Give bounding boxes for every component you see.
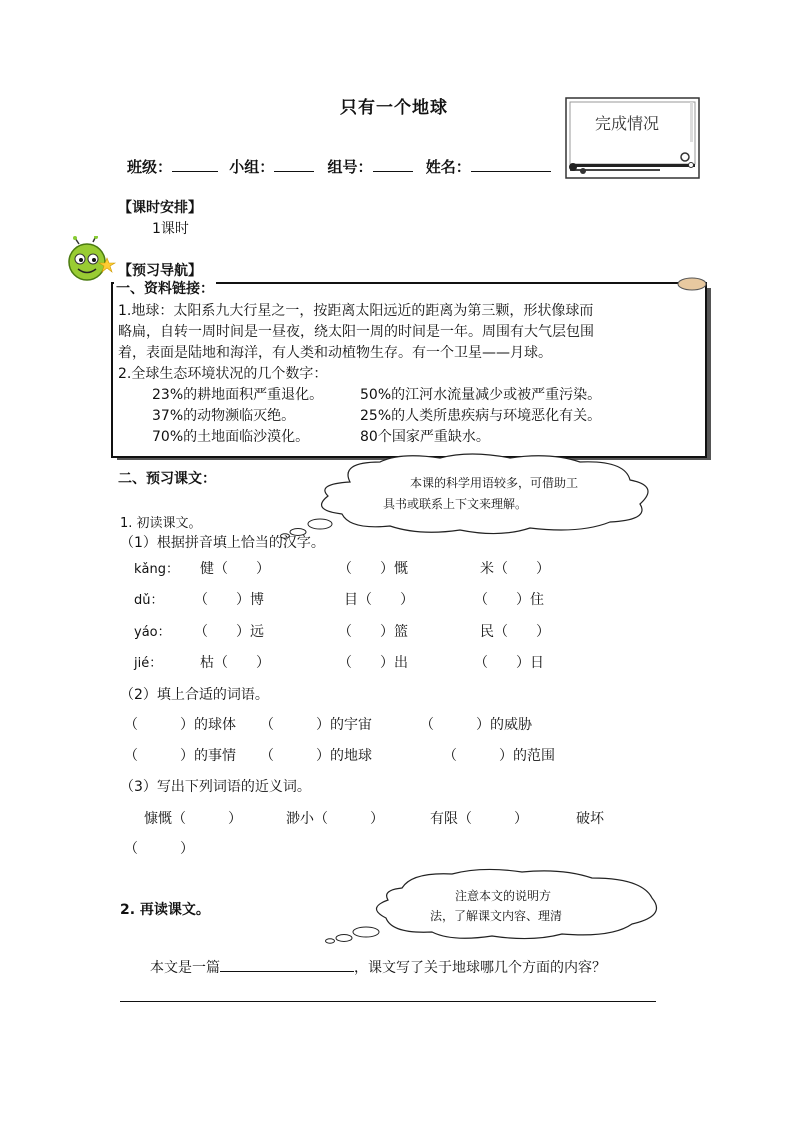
group-no-label: 组号： — [327, 158, 373, 176]
read2-heading: 2. 再读课文。 — [120, 902, 210, 918]
pinyin-item-3-1[interactable]: （ ）远 — [194, 624, 264, 640]
pinyin-item-2-2[interactable]: 目（ ） — [344, 592, 414, 608]
stat-right-1: 50%的江河水流量减少或被严重污染。 — [360, 387, 602, 403]
q1-heading: （1）根据拼音填上恰当的汉字。 — [120, 535, 325, 551]
completion-stamp — [565, 97, 700, 179]
cloud1-line2: 具书或联系上下文来理解。 — [383, 497, 528, 511]
pinyin-item-1-2[interactable]: （ ）慨 — [338, 561, 408, 577]
pinyin-label-4: jié： — [134, 656, 163, 671]
pinyin-label-1: kǎng： — [134, 562, 179, 577]
cloud2-line2: 法，了解课文内容、理清 — [430, 909, 563, 923]
group-blank[interactable] — [274, 157, 314, 172]
q2-heading: （2）填上合适的词语。 — [120, 687, 269, 703]
group-no-blank[interactable] — [373, 157, 413, 172]
stat-left-3: 70%的土地面临沙漠化。 — [152, 429, 310, 445]
group-label: 小组： — [229, 158, 275, 176]
schedule-value: 1课时 — [152, 221, 189, 237]
scroll-curl-icon — [676, 276, 708, 292]
preview-nav-heading: 【预习导航】 — [118, 263, 202, 279]
summary-suffix: ，课文写了关于地球哪几个方面的内容？ — [354, 960, 606, 976]
pinyin-item-3-3[interactable]: 民（ ） — [480, 624, 550, 640]
pinyin-item-4-1[interactable]: 枯（ ） — [200, 655, 270, 671]
q3-heading: （3）写出下列词语的近义词。 — [120, 779, 311, 795]
synonym-3[interactable]: 有限（ ） — [430, 811, 528, 827]
smiley-mascot-icon — [63, 236, 117, 286]
pinyin-item-2-3[interactable]: （ ）住 — [474, 592, 544, 608]
fill-item-1-3[interactable]: （ ）的威胁 — [420, 717, 532, 733]
fill-item-2-2[interactable]: （ ）的地球 — [260, 748, 372, 764]
section2-heading: 二、预习课文： — [118, 471, 216, 487]
stamp-label: 完成情况 — [595, 114, 660, 133]
synonym-2[interactable]: 渺小（ ） — [286, 811, 384, 827]
pinyin-item-2-1[interactable]: （ ）博 — [194, 592, 264, 608]
name-label: 姓名： — [425, 158, 471, 176]
resource-p1-line2: 略扁，自转一周时间是一昼夜，绕太阳一周的时间是一年。周围有大气层包围 — [118, 324, 594, 340]
answer-line[interactable] — [120, 1001, 656, 1002]
summary-blank[interactable] — [220, 957, 354, 972]
schedule-heading: 【课时安排】 — [118, 200, 202, 216]
resource-p1-line3: 着，表面是陆地和海洋，有人类和动植物生存。有一个卫星——月球。 — [118, 345, 552, 361]
read1-heading: 1. 初读课文。 — [120, 516, 202, 531]
stat-right-2: 25%的人类所患疾病与环境恶化有关。 — [360, 408, 602, 424]
pinyin-item-3-2[interactable]: （ ）篮 — [338, 624, 408, 640]
resource-heading: 一、资料链接： — [116, 281, 214, 297]
synonym-1[interactable]: 慷慨（ ） — [144, 811, 242, 827]
stat-right-3: 80个国家严重缺水。 — [360, 429, 490, 445]
pinyin-label-3: yáo： — [134, 625, 171, 640]
class-blank[interactable] — [172, 157, 218, 172]
page-title: 只有一个地球 — [340, 98, 448, 118]
resource-p1-line1: 1.地球：太阳系九大行星之一，按距离太阳远近的距离为第三颗，形状像球而 — [118, 303, 594, 319]
cloud2-line1: 注意本文的说明方 — [455, 889, 552, 903]
stat-left-2: 37%的动物濒临灭绝。 — [152, 408, 296, 424]
class-label: 班级： — [127, 158, 173, 176]
fill-item-1-1[interactable]: （ ）的球体 — [124, 717, 236, 733]
fill-item-2-1[interactable]: （ ）的事情 — [124, 748, 236, 764]
summary-prefix: 本文是一篇 — [150, 960, 220, 976]
summary-question — [150, 957, 606, 977]
synonym-4-blank[interactable]: （ ） — [124, 841, 194, 857]
pinyin-item-1-1[interactable]: 健（ ） — [200, 561, 270, 577]
fill-item-1-2[interactable]: （ ）的宇宙 — [260, 717, 372, 733]
synonym-4: 破坏 — [576, 811, 604, 827]
name-blank[interactable] — [471, 157, 551, 172]
student-info-line — [127, 157, 551, 176]
pinyin-item-4-3[interactable]: （ ）日 — [474, 655, 544, 671]
pinyin-item-1-3[interactable]: 米（ ） — [480, 561, 550, 577]
pinyin-label-2: dǔ： — [134, 593, 164, 608]
stat-left-1: 23%的耕地面积严重退化。 — [152, 387, 324, 403]
pinyin-item-4-2[interactable]: （ ）出 — [338, 655, 408, 671]
thought-cloud-2 — [322, 868, 662, 944]
resource-p2: 2.全球生态环境状况的几个数字： — [118, 366, 328, 382]
cloud1-line1: 本课的科学用语较多，可借助工 — [410, 476, 579, 490]
fill-item-2-3[interactable]: （ ）的范围 — [443, 748, 555, 764]
